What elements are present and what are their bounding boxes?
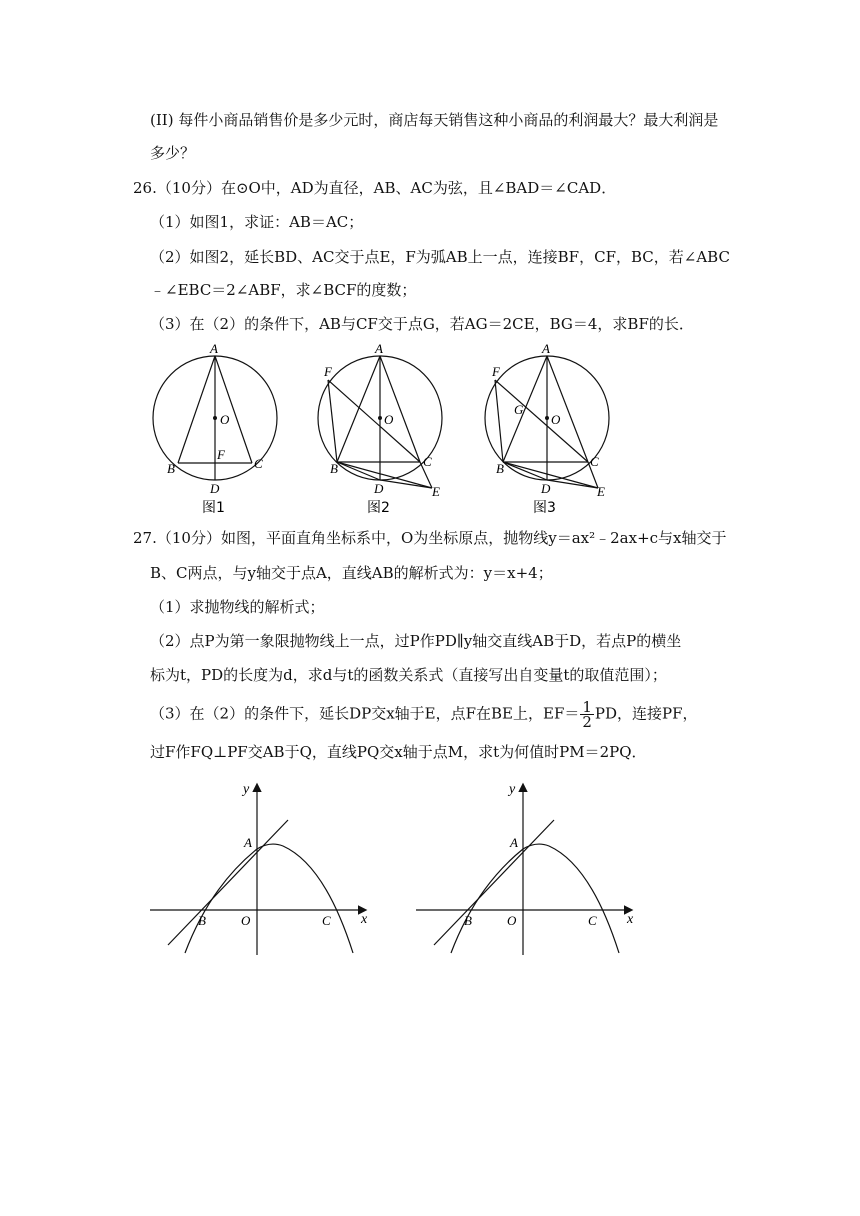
- fig1-label-D: D: [210, 481, 220, 496]
- fraction-denominator: 2: [582, 713, 592, 731]
- fig2-caption: 图2: [367, 500, 390, 516]
- fig3-label-O: O: [551, 412, 561, 427]
- fig1-label-O: O: [220, 412, 230, 427]
- fig2-label-C: C: [423, 454, 432, 469]
- graph2-label-x: x: [627, 912, 634, 927]
- q26-part2-line2: ﹣∠EBC＝2∠ABF，求∠BCF的度数；: [150, 281, 417, 299]
- graph1-label-C: C: [322, 913, 331, 928]
- fig3-caption: 图3: [533, 500, 556, 516]
- fig2-label-A: A: [375, 341, 383, 356]
- fig1-caption: 图1: [202, 500, 225, 516]
- fraction-numerator: 1: [582, 698, 592, 716]
- q27-part2-line2: 标为t，PD的长度为d，求d与t的函数关系式（直接写出自变量t的取值范围）；: [150, 666, 667, 684]
- fig2-label-E: E: [432, 484, 440, 499]
- fig3-label-F: F: [492, 364, 500, 379]
- graph2-label-A: A: [510, 835, 518, 850]
- q27-part1: （1）求抛物线的解析式；: [150, 598, 325, 616]
- fig3-label-A: A: [542, 341, 550, 356]
- fig2-label-B: B: [330, 461, 338, 476]
- fig3-label-D: D: [541, 481, 551, 496]
- fig2-label-F: F: [324, 364, 332, 379]
- fig2-label-O: O: [384, 412, 394, 427]
- fig3-label-G: G: [514, 402, 524, 417]
- fig1-label-C: C: [254, 456, 263, 471]
- graph2-label-B: B: [464, 913, 472, 928]
- graph2-label-y: y: [509, 782, 516, 797]
- fig3-label-C: C: [590, 454, 599, 469]
- graph2-label-C: C: [588, 913, 597, 928]
- graph-2: [416, 785, 631, 955]
- q27-part3-line2: 过F作FQ⊥PF交AB于Q，直线PQ交x轴于点M，求t为何值时PM＝2PQ．: [150, 743, 647, 761]
- q27-part3-text-b: PD，连接PF，: [594, 704, 698, 723]
- q27-part3-line1: [150, 700, 698, 729]
- q27-stem-line2: B、C两点，与y轴交于点A，直线AB的解析式为：y＝x+4；: [150, 564, 553, 582]
- graph1-label-A: A: [244, 835, 252, 850]
- q26-part2-line1: （2）如图2，延长BD、AC交于点E，F为弧AB上一点，连接BF，CF，BC，若∠ABC: [150, 248, 730, 266]
- graph-1: [150, 785, 365, 955]
- q26-part3: （3）在（2）的条件下，AB与CF交于点G，若AG＝2CE，BG＝4，求BF的长．: [150, 315, 694, 333]
- fig3-label-E: E: [597, 484, 605, 499]
- graph1-label-y: y: [243, 782, 250, 797]
- graph1-label-O: O: [241, 913, 251, 928]
- q27-part3-text-a: （3）在（2）的条件下，延长DP交x轴于E，点F在BE上，EF＝: [150, 704, 580, 723]
- q27-fraction: [580, 700, 594, 729]
- fig1-label-A: A: [210, 341, 218, 356]
- q27-graphs: [140, 775, 660, 965]
- q27-part2-line1: （2）点P为第一象限抛物线上一点，过P作PD∥y轴交直线AB于D，若点P的横坐: [150, 632, 682, 650]
- graph1-label-x: x: [361, 912, 368, 927]
- q26-part1: （1）如图1，求证：AB＝AC；: [150, 213, 364, 231]
- fig3-label-B: B: [496, 461, 504, 476]
- q26-figures: [140, 340, 620, 520]
- q25-part2-line2: 多少？: [150, 144, 196, 162]
- fig2-label-D: D: [374, 481, 384, 496]
- fig1-label-F: F: [217, 447, 225, 462]
- graph2-label-O: O: [507, 913, 517, 928]
- graph1-label-B: B: [198, 913, 206, 928]
- q25-part2-line1: (II) 每件小商品销售价是多少元时，商店每天销售这种小商品的利润最大？最大利润是: [150, 111, 719, 129]
- q26-stem: 26.（10分）在⊙O中，AD为直径，AB、AC为弦，且∠BAD＝∠CAD．: [133, 179, 617, 197]
- fig1-label-B: B: [167, 461, 175, 476]
- q27-stem-line1: 27.（10分）如图，平面直角坐标系中，O为坐标原点，抛物线y＝ax²﹣2ax+c与x轴交于: [133, 529, 727, 547]
